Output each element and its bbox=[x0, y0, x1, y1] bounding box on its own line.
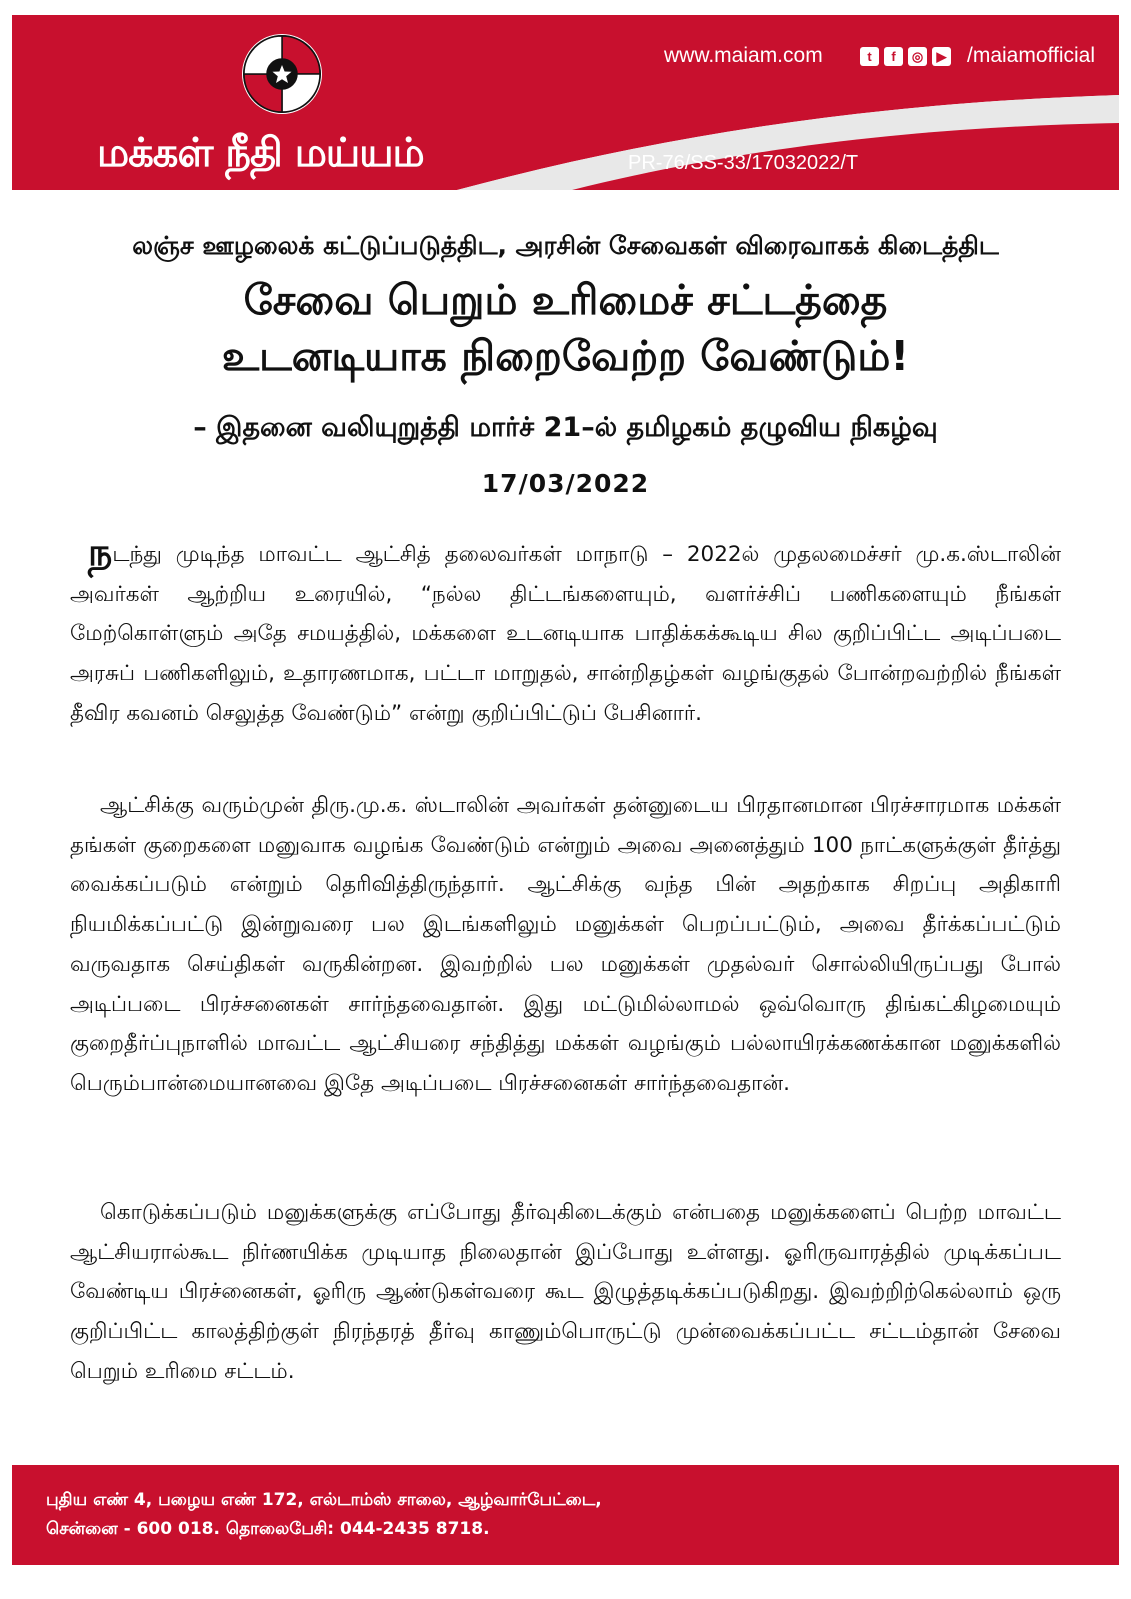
headline bbox=[60, 272, 1071, 384]
paragraph-1 bbox=[70, 530, 1061, 734]
brand-name: மக்கள் நீதி மய்யம் bbox=[97, 130, 424, 176]
reference-code: PR-76/SS-33/17032022/T bbox=[628, 152, 859, 174]
paragraph-2-text: ஆட்சிக்கு வரும்முன் திரு.மு.க. ஸ்டாலின் அவர்கள் தன்னுடைய பிரதானமான பிரச்சாரமாக மக்கள் தங்கள் குறைகளை மனுவாக வழங்க வேண்டும் என்றும் அவை அனைத்தும் 100 நாட்களுக்குள் தீர்த்து வைக்கப்படும் என்றும் தெரிவித்திருந்தார். ஆட்சிக்கு வந்த பின் அதற்காக சிறப்பு அதிகாரி நியமிக்கப்பட்டு இன்றுவரை பல இடங்களிலும் மனுக்கள் பெறப்பட்டும், அவை தீர்க்கப்பட்டும் வருவதாக செய்திகள் வருகின்றன. இவற்றில் பல மனுக்கள் முதல்வர் சொல்லியிருப்பது போல் அடிப்படை பிரச்சனைகள் சார்ந்தவைதான். இது மட்டுமில்லாமல் ஒவ்வொரு திங்கட்கிழமையும் குறைதீர்ப்புநாளில் மாவட்ட ஆட்சியரை சந்தித்து மக்கள் வழங்கும் பல்லாயிரக்கணக்கான மனுக்களில் பெரும்பான்மையானவை இதே அடிப்படை பிரச்சனைகள் சார்ந்தவைதான். bbox=[70, 793, 1061, 1096]
subheading: – இதனை வலியுறுத்தி மார்ச் 21–ல் தமிழகம் தழுவிய நிகழ்வு bbox=[193, 412, 938, 443]
kicker-line: லஞ்ச ஊழலைக் கட்டுப்படுத்திட, அரசின் சேவைகள் விரைவாகக் கிடைத்திட bbox=[132, 231, 999, 260]
instagram-icon[interactable]: ◎ bbox=[908, 47, 927, 66]
headline-line-1: சேவை பெறும் உரிமைச் சட்டத்தை bbox=[243, 276, 888, 324]
youtube-icon[interactable]: ▶ bbox=[932, 47, 951, 66]
headline-line-2: உடனடியாக நிறைவேற்ற வேண்டும்! bbox=[221, 332, 910, 380]
drop-cap: ந bbox=[88, 530, 113, 574]
facebook-icon[interactable]: f bbox=[884, 47, 903, 66]
social-icons bbox=[860, 47, 951, 66]
letterhead bbox=[12, 15, 1119, 190]
party-logo-icon bbox=[227, 27, 337, 122]
paragraph-3 bbox=[70, 1193, 1061, 1392]
paragraph-3-text: கொடுக்கப்படும் மனுக்களுக்கு எப்போது தீர்வுகிடைக்கும் என்பதை மனுக்களைப் பெற்ற மாவட்ட ஆட்சியரால்கூட நிர்ணயிக்க முடியாத நிலைதான் இப்போது உள்ளது. ஓரிருவாரத்தில் முடிக்கப்பட வேண்டிய பிரச்னைகள், ஓரிரு ஆண்டுகள்வரை கூட இழுத்தடிக்கப்படுகிறது. இவற்றிற்கெல்லாம் ஒரு குறிப்பிட்ட காலத்திற்குள் நிரந்தரத் தீர்வு காணும்பொருட்டு முன்வைக்கப்பட்ட சட்டம்தான் சேவை பெறும் உரிமை சட்டம். bbox=[70, 1200, 1061, 1384]
social-handle[interactable]: /maiamofficial bbox=[967, 44, 1095, 67]
address-line-1: புதிய எண் 4, பழைய எண் 172, எல்டாம்ஸ் சாலை, ஆழ்வார்பேட்டை, bbox=[46, 1490, 602, 1510]
paragraph-1-text: டந்து முடிந்த மாவட்ட ஆட்சித் தலைவர்கள் மாநாடு – 2022ல் முதலமைச்சர் மு.க.ஸ்டாலின் அவர்கள் ஆற்றிய உரையில், “நல்ல திட்டங்களையும், வளர்ச்சிப் பணிகளையும் நீங்கள் மேற்கொள்ளும் அதே சமயத்தில், மக்களை உடனடியாக பாதிக்கக்கூடிய சில குறிப்பிட்ட அடிப்படை அரசுப் பணிகளிலும், உதாரணமாக, பட்டா மாறுதல், சான்றிதழ்கள் வழங்குதல் போன்றவற்றில் நீங்கள் தீவிர கவனம் செலுத்த வேண்டும்” என்று குறிப்பிட்டுப் பேசினார். bbox=[70, 542, 1061, 726]
release-date: 17/03/2022 bbox=[481, 469, 650, 498]
website-link[interactable]: www.maiam.com bbox=[664, 44, 823, 67]
footer-address-bar bbox=[12, 1465, 1119, 1565]
paragraph-2 bbox=[70, 786, 1061, 1104]
twitter-icon[interactable]: t bbox=[860, 47, 879, 66]
address-line-2: சென்னை - 600 018. தொலைபேசி: 044-2435 8718. bbox=[46, 1519, 490, 1539]
